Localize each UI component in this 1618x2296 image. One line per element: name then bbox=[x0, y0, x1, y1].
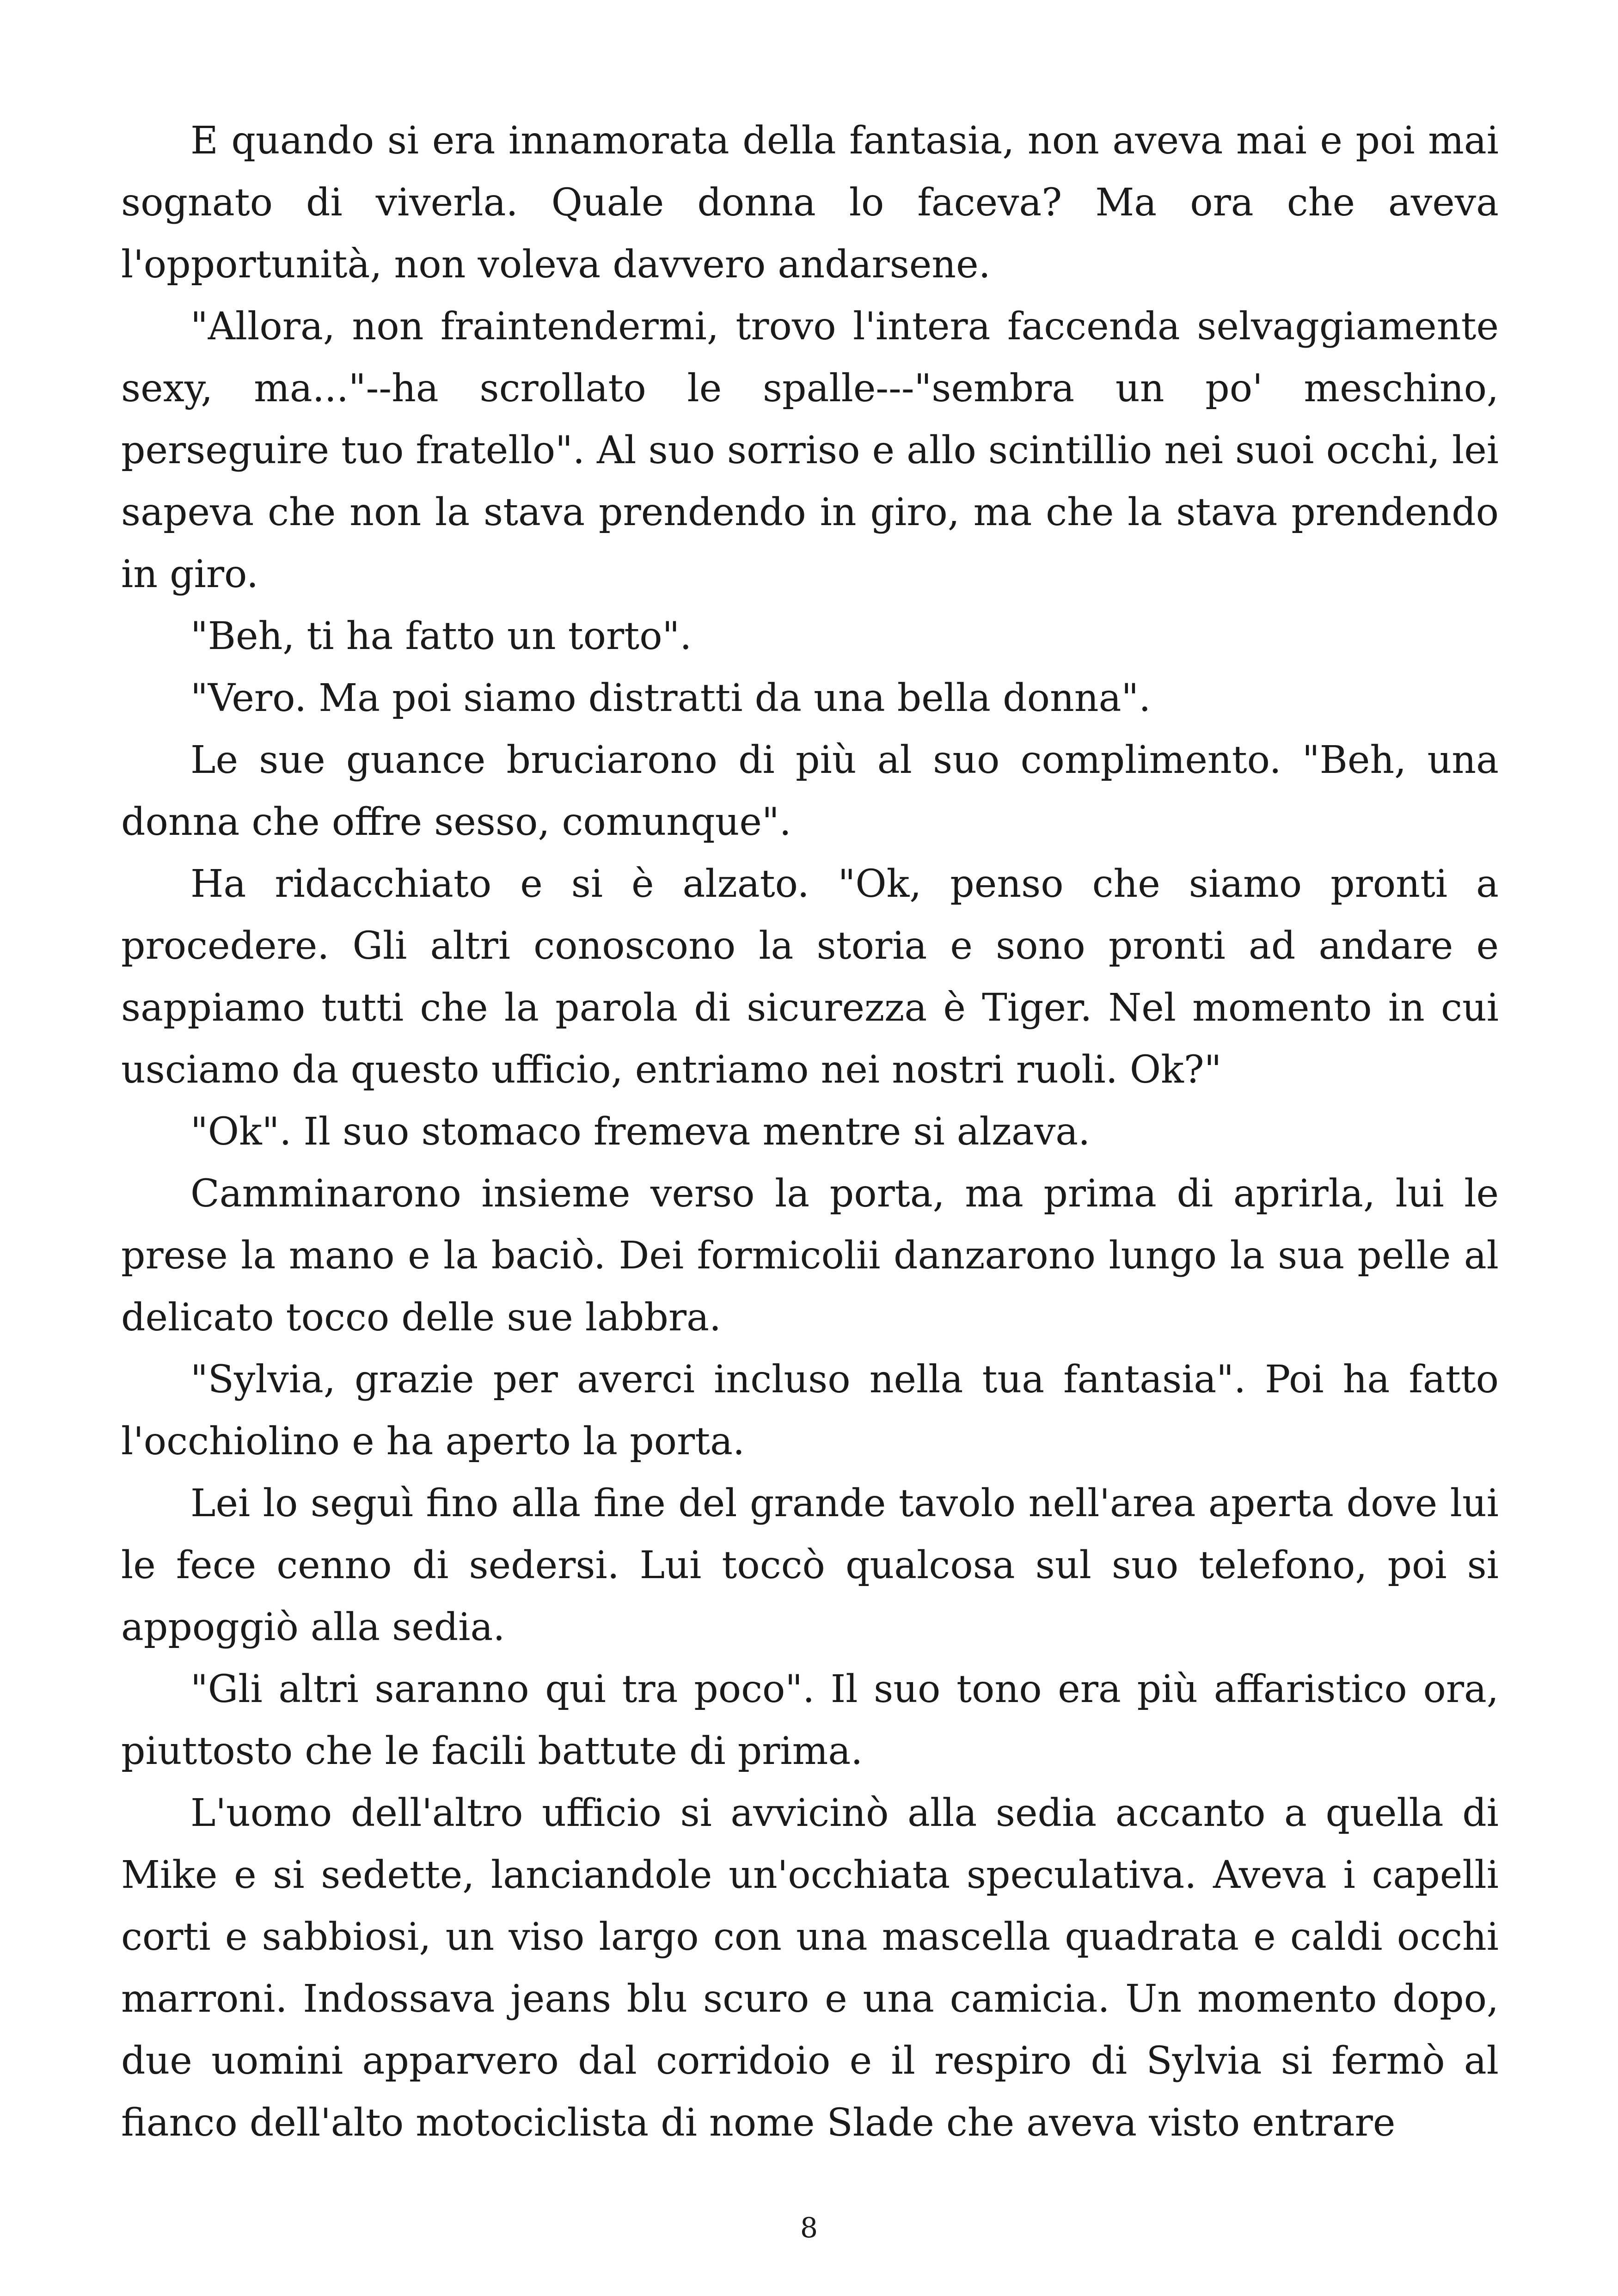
paragraph: Camminarono insieme verso la porta, ma prima di aprirla, lui le prese la mano e la baciò. Dei formicolii danzarono lungo la sua pelle al delicato tocco delle sue labbra. bbox=[121, 1172, 1499, 1340]
body-text bbox=[121, 110, 1499, 2154]
paragraph: Lei lo seguì fino alla fine del grande tavolo nell'area aperta dove lui le fece cenno di sedersi. Lui toccò qualcosa sul suo telefono, poi si appoggiò alla sedia. bbox=[121, 1482, 1499, 1649]
paragraph: Ha ridacchiato e si è alzato. "Ok, penso che siamo pronti a procedere. Gli altri conoscono la storia e sono pronti ad andare e sappiamo tutti che la parola di sicurezza è Tiger. Nel momento in cui usciamo da questo ufficio, entriamo nei nostri ruoli. Ok?" bbox=[121, 862, 1499, 1092]
paragraph: "Beh, ti ha fatto un torto". bbox=[190, 614, 692, 658]
paragraph: "Vero. Ma poi siamo distratti da una bella donna". bbox=[190, 676, 1151, 720]
paragraph: L'uomo dell'altro ufficio si avvicinò alla sedia accanto a quella di Mike e si sedette, lanciandole un'occhiata speculativa. Aveva i capelli corti e sabbiosi, un viso largo con una mascella quadrata e caldi occhi marroni. Indossava jeans blu scuro e una camicia. Un momento dopo, due uomini apparvero dal corridoio e il respiro di Sylvia si fermò al fianco dell'alto motociclista di nome Slade che aveva visto entrare bbox=[121, 1791, 1499, 2145]
paragraph: "Ok". Il suo stomaco fremeva mentre si alzava. bbox=[190, 1110, 1091, 1154]
page-number: 8 bbox=[800, 2212, 818, 2244]
paragraph: "Allora, non fraintendermi, trovo l'intera faccenda selvaggiamente sexy, ma..."--ha scrollato le spalle---"sembra un po' meschino, perseguire tuo fratello". Al suo sorriso e allo scintillio nei suoi occhi, lei sapeva che non la stava prendendo in giro, ma che la stava prendendo in giro. bbox=[121, 305, 1499, 596]
paragraph: E quando si era innamorata della fantasia, non aveva mai e poi mai sognato di viverla. Quale donna lo faceva? Ma ora che aveva l'opportunità, non voleva davvero andarsene. bbox=[121, 119, 1499, 287]
paragraph: "Sylvia, grazie per averci incluso nella tua fantasia". Poi ha fatto l'occhiolino e ha aperto la porta. bbox=[121, 1358, 1499, 1463]
paragraph: "Gli altri saranno qui tra poco". Il suo tono era più affaristico ora, piuttosto che le facili battute di prima. bbox=[121, 1667, 1499, 1773]
paragraph: Le sue guance bruciarono di più al suo complimento. "Beh, una donna che offre sesso, comunque". bbox=[121, 738, 1499, 844]
